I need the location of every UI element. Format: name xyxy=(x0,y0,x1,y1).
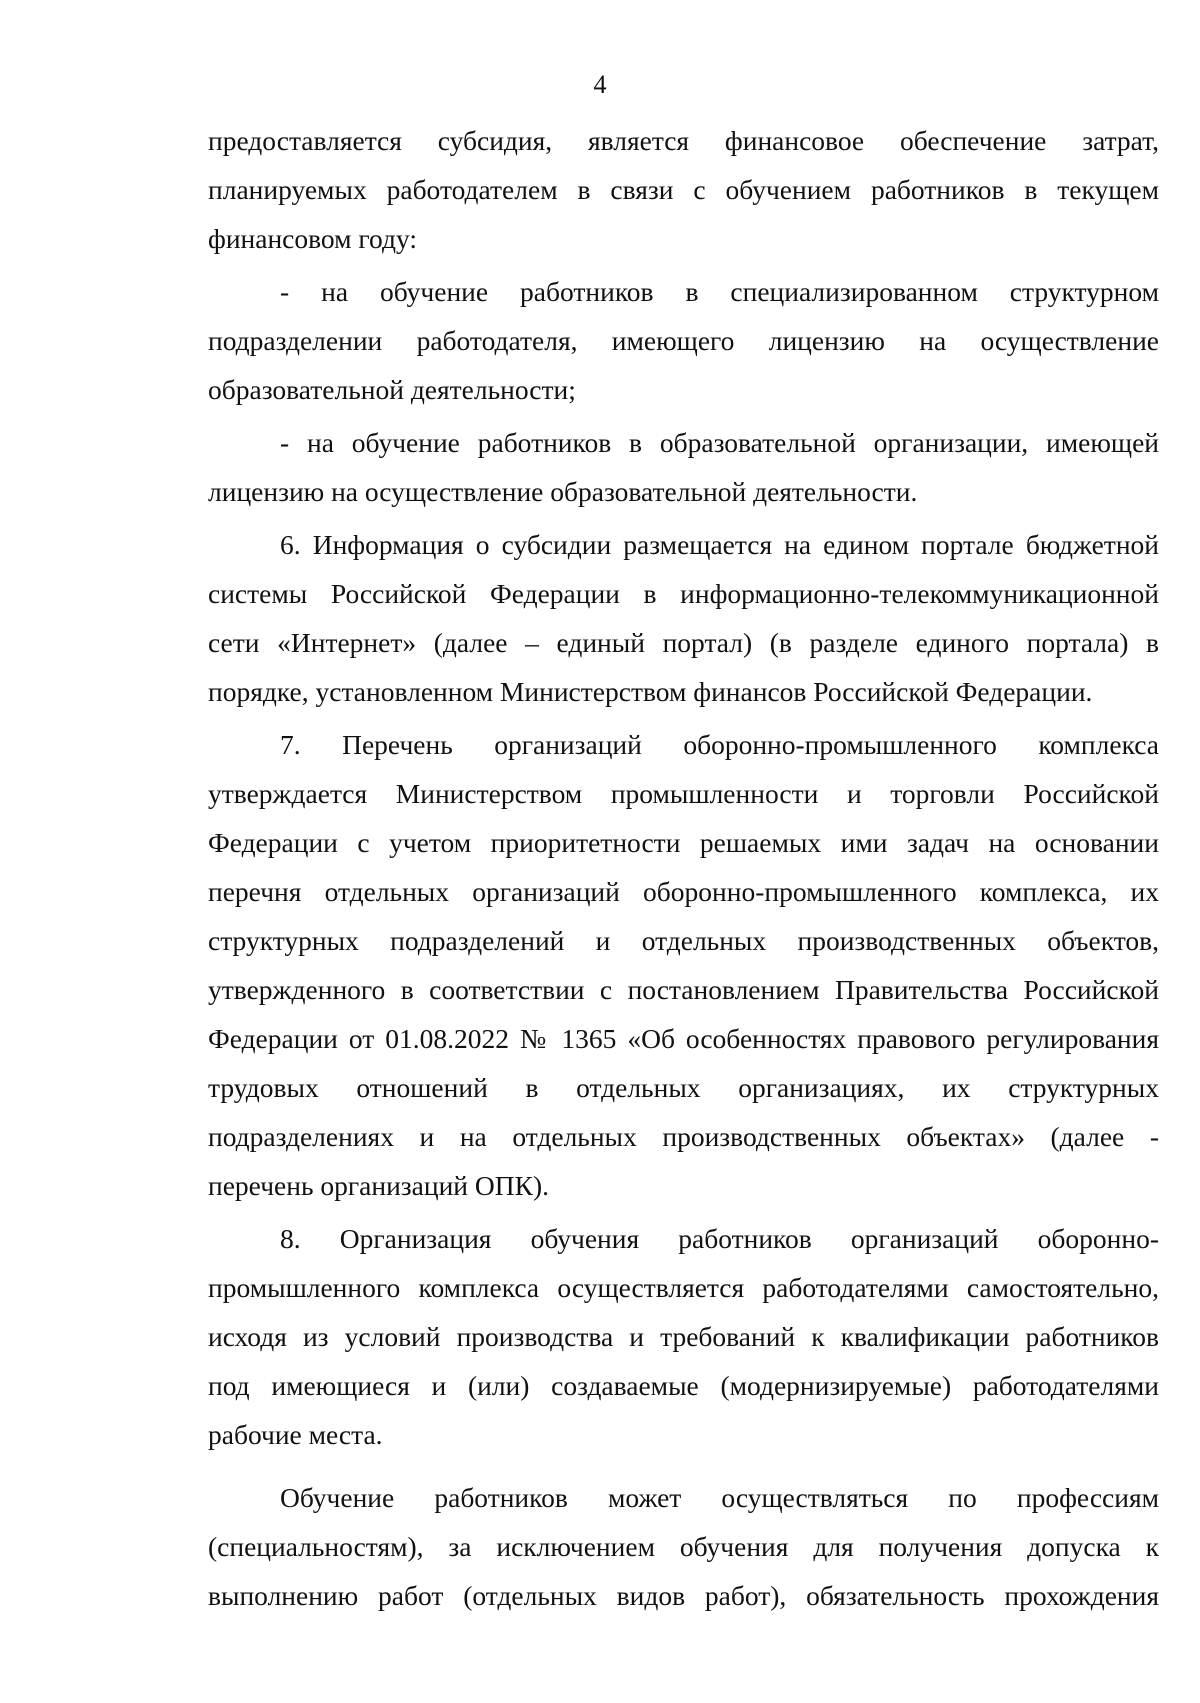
paragraph-6 xyxy=(208,520,1159,716)
text-line: образовательной деятельности; xyxy=(208,374,576,405)
text-line: (специальностям), за исключением обучения для получения допуска к xyxy=(208,1531,1159,1562)
text-line: лицензию на осуществление образовательной деятельности. xyxy=(208,476,918,507)
text-line: системы Российской Федерации в информационно-телекоммуникационной xyxy=(208,578,1159,609)
paragraph-list-item-1 xyxy=(208,267,1159,414)
text-line: утвержденного в соответствии с постановлением Правительства Российской xyxy=(208,974,1159,1005)
text-line: рабочие места. xyxy=(208,1419,383,1450)
text-line: порядке, установленном Министерством финансов Российской Федерации. xyxy=(208,676,1093,707)
text-line: подразделении работодателя, имеющего лицензию на осуществление xyxy=(208,325,1159,356)
text-line: утверждается Министерством промышленности и торговли Российской xyxy=(208,778,1159,809)
text-line: финансовом году: xyxy=(208,223,418,254)
paragraph-7 xyxy=(208,720,1159,1210)
text-line: трудовых отношений в отдельных организациях, их структурных xyxy=(208,1072,1159,1103)
paragraph-list-item-2 xyxy=(208,418,1159,516)
text-line: предоставляется субсидия, является финансовое обеспечение затрат, xyxy=(208,125,1159,156)
text-line: под имеющиеся и (или) создаваемые (модернизируемые) работодателями xyxy=(208,1370,1159,1401)
text-line: - на обучение работников в специализированном структурном xyxy=(280,276,1159,307)
text-line: - на обучение работников в образовательной организации, имеющей xyxy=(280,427,1159,458)
text-line: исходя из условий производства и требований к квалификации работников xyxy=(208,1321,1159,1352)
text-line: 8. Организация обучения работников организаций оборонно- xyxy=(280,1223,1159,1254)
text-line: перечень организаций ОПК). xyxy=(208,1170,549,1201)
text-line: структурных подразделений и отдельных производственных объектов, xyxy=(208,925,1159,956)
text-line: сети «Интернет» (далее – единый портал) (в разделе единого портала) в xyxy=(208,627,1159,658)
paragraph-continuation xyxy=(208,116,1159,263)
text-line: Федерации от 01.08.2022 № 1365 «Об особенностях правового регулирования xyxy=(208,1023,1159,1054)
paragraph-9 xyxy=(208,1473,1159,1620)
text-line: подразделениях и на отдельных производственных объектах» (далее - xyxy=(208,1121,1159,1152)
text-line: планируемых работодателем в связи с обучением работников в текущем xyxy=(208,174,1159,205)
paragraph-8 xyxy=(208,1214,1159,1459)
text-line: 6. Информация о субсидии размещается на едином портале бюджетной xyxy=(280,529,1159,560)
text-line: Обучение работников может осуществляться по профессиям xyxy=(280,1482,1159,1513)
text-line: промышленного комплекса осуществляется работодателями самостоятельно, xyxy=(208,1272,1159,1303)
document-body xyxy=(208,116,1159,1620)
text-line: 7. Перечень организаций оборонно-промышленного комплекса xyxy=(280,729,1159,760)
text-line: перечня отдельных организаций оборонно-промышленного комплекса, их xyxy=(208,876,1159,907)
text-line: Федерации с учетом приоритетности решаемых ими задач на основании xyxy=(208,827,1159,858)
text-line: выполнению работ (отдельных видов работ), обязательность прохождения xyxy=(208,1580,1159,1611)
page-number: 4 xyxy=(593,70,607,99)
